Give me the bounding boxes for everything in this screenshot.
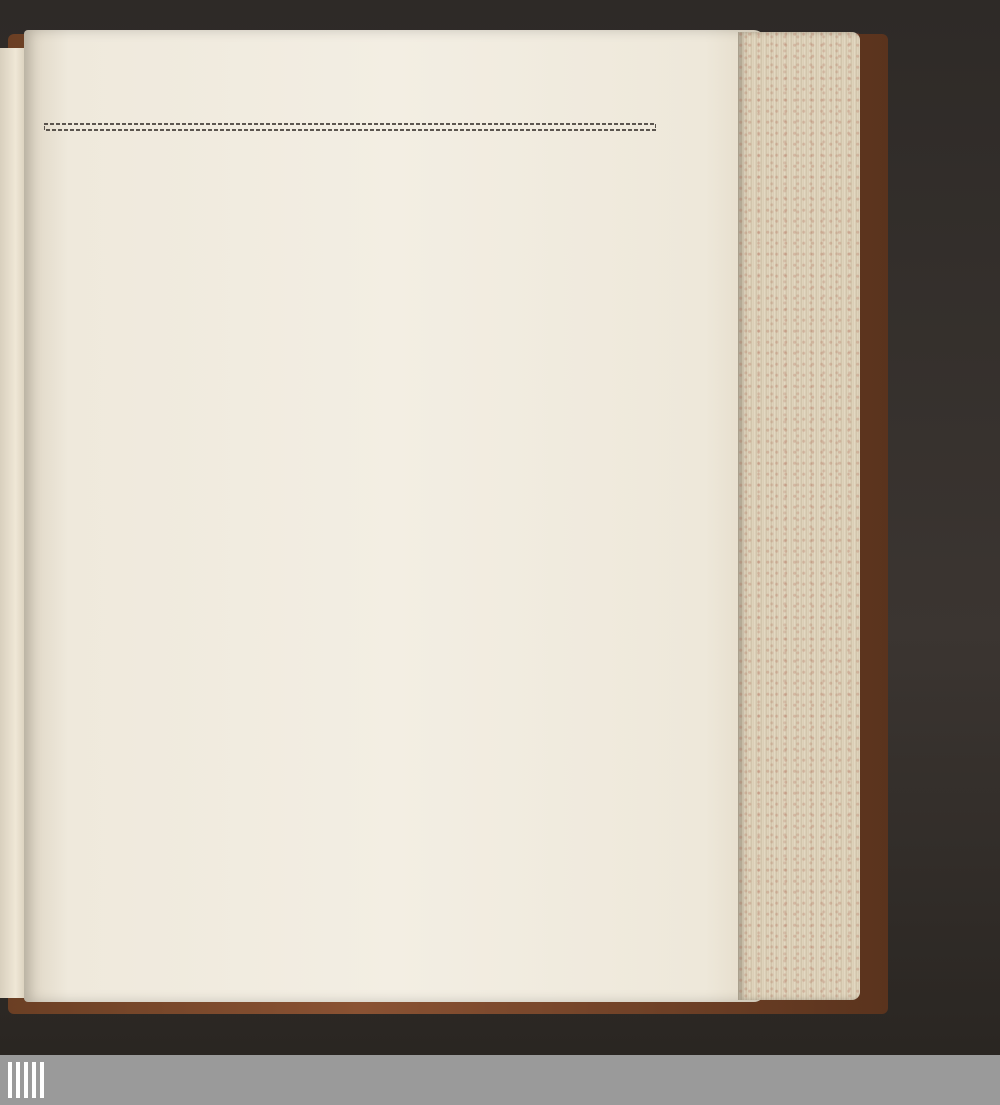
ornament-band [44,100,656,158]
book-page [24,30,764,1002]
page-block-edge [738,32,860,1000]
library-logo-icon [6,1058,46,1102]
library-footer-bar [0,1055,1000,1105]
left-page-edge [0,48,26,998]
